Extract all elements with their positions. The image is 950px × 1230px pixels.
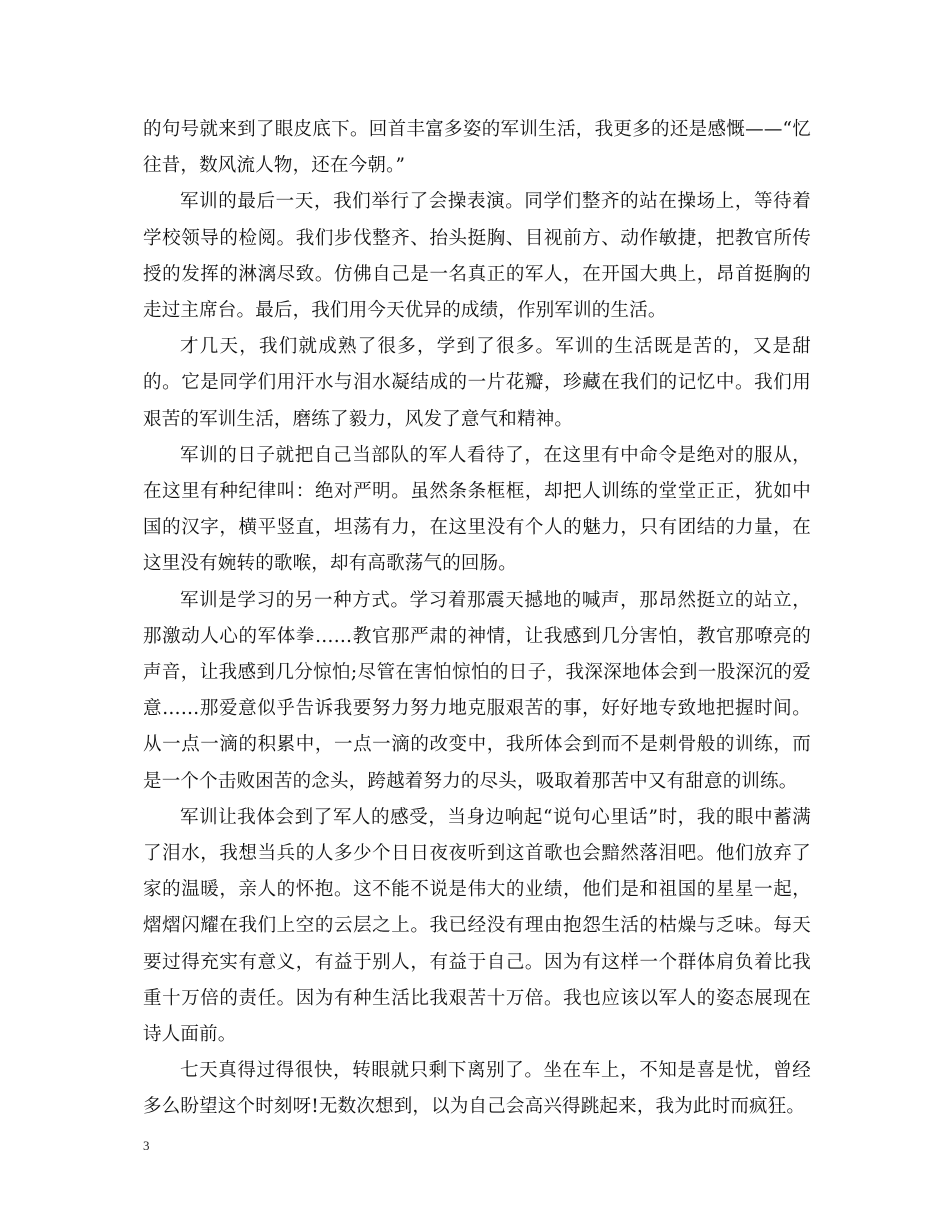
paragraph-2: 军训的最后一天，我们举行了会操表演。同学们整齐的站在操场上，等待着学校领导的检阅。我们步伐整齐、抬头挺胸、目视前方、动作敏捷，把教官所传授的发挥的淋漓尽致。仿佛自己是一名真正的军人，在开国大典上，昂首挺胸的走过主席台。最后，我们用今天优异的成绩，作别军训的生活。 [143,191,811,322]
paragraph-6: 军训让我体会到了军人的感受，当身边响起“说句心里话”时，我的眼中蓄满了泪水，我想当兵的人多少个日日夜夜听到这首歌也会黯然落泪吧。他们放弃了家的温暖，亲人的怀抱。这不能不说是伟大的业绩，他们是和祖国的星星一起，熠熠闪耀在我们上空的云层之上。我已经没有理由抱怨生活的枯燥与乏味。每天要过得充实有意义，有益于别人，有益于自己。因为有这样一个群体肩负着比我重十万倍的责任。因为有种生活比我艰苦十万倍。我也应该以军人的姿态展现在诗人面前。 [143,806,811,1046]
paragraph-5: 军训是学习的另一种方式。学习着那震天撼地的喊声，那昂然挺立的站立，那激动人心的军体拳……教官那严肃的神情，让我感到几分害怕，教官那嘹亮的声音，让我感到几分惊怕;尽管在害怕惊怕的日子，我深深地体会到一股深沉的爱意……那爱意似乎告诉我要努力努力地克服艰苦的事，好好地专致地把握时间。从一点一滴的积累中，一点一滴的改变中，我所体会到而不是刺骨般的训练，而是一个个击败困苦的念头，跨越着努力的尽头，吸取着那苦中又有甜意的训练。 [143,589,811,792]
paragraph-3: 才几天，我们就成熟了很多，学到了很多。军训的生活既是苦的，又是甜的。它是同学们用汗水与泪水凝结成的一片花瓣，珍藏在我们的记忆中。我们用艰苦的军训生活，磨练了毅力，风发了意气和精神。 [143,336,811,430]
paragraph-4: 军训的日子就把自己当部队的军人看待了，在这里有中命令是绝对的服从，在这里有种纪律叫：绝对严明。虽然条条框框，却把人训练的堂堂正正，犹如中国的汉字，横平竖直，坦荡有力，在这里没有个人的魅力，只有团结的力量，在这里没有婉转的歌喉，却有高歌荡气的回肠。 [143,444,811,575]
page-number: 3 [143,1138,150,1153]
paragraph-7: 七天真得过得很快，转眼就只剩下离别了。坐在车上，不知是喜是忧，曾经多么盼望这个时刻呀!无数次想到，以为自己会高兴得跳起来，我为此时而疯狂。 [143,1060,811,1118]
paragraph-1: 的句号就来到了眼皮底下。回首丰富多姿的军训生活，我更多的还是感慨——“忆往昔，数风流人物，还在今朝。” [143,119,811,177]
document-body [143,112,811,1126]
